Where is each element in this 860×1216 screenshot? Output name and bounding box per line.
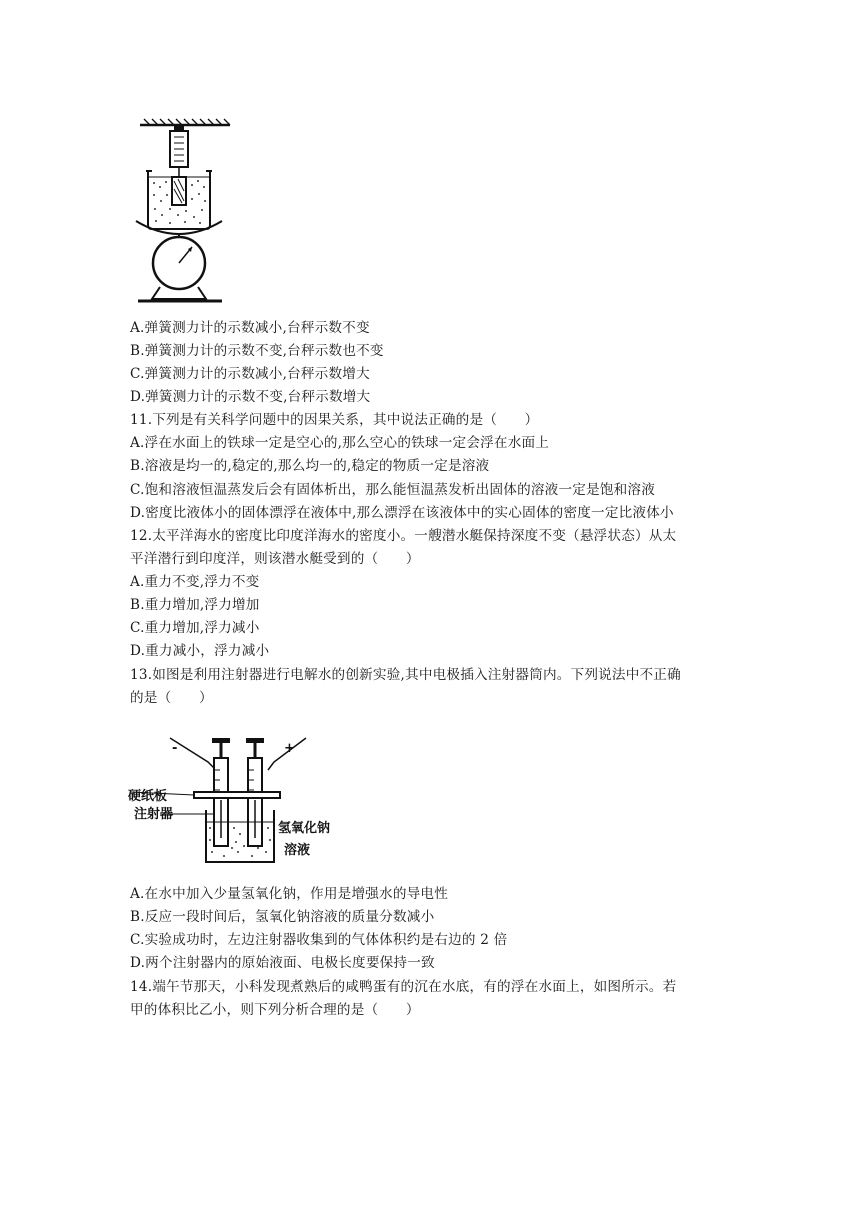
q12-option-a: A.重力不变,浮力不变 xyxy=(130,574,260,590)
electrolysis-figure xyxy=(128,730,348,870)
q11-option-a: A.浮在水面上的铁球一定是空心的,那么空心的铁球一定会浮在水面上 xyxy=(130,435,550,451)
q12-option-c: C.重力增加,浮力减小 xyxy=(130,620,260,636)
q10-option-c: C.弹簧测力计的示数减小,台秤示数增大 xyxy=(130,366,370,382)
naoh-label: 氢氧化钠 xyxy=(278,821,331,836)
minus-label: - xyxy=(172,741,178,756)
q11-option-c: C.饱和溶液恒温蒸发后会有固体析出，那么能恒温蒸发析出固体的溶液一定是饱和溶液 xyxy=(130,482,656,498)
q12-stem-line2: 平洋潜行到印度洋，则该潜水艇受到的（ ） xyxy=(130,551,420,567)
q13-stem-line1: 13.如图是利用注射器进行电解水的创新实验,其中电极插入注射器筒内。下列说法中不正确 xyxy=(130,667,681,683)
q13-option-d: D.两个注射器内的原始液面、电极长度要保持一致 xyxy=(130,955,435,971)
q11-stem: 11.下列是有关科学问题中的因果关系，其中说法正确的是（ ） xyxy=(130,412,539,428)
q10-option-d: D.弹簧测力计的示数不变,台秤示数增大 xyxy=(130,389,371,405)
q13-option-b: B.反应一段时间后，氢氧化钠溶液的质量分数减小 xyxy=(130,909,435,925)
q12-stem-line1: 12.太平洋海水的密度比印度洋海水的密度小。一艘潜水艇保持深度不变（悬浮状态）从太 xyxy=(130,528,677,544)
q13-option-a: A.在水中加入少量氢氧化钠，作用是增强水的导电性 xyxy=(130,886,448,902)
q10-option-b: B.弹簧测力计的示数不变,台秤示数也不变 xyxy=(130,343,384,359)
q10-option-a: A.弹簧测力计的示数减小,台秤示数不变 xyxy=(130,320,370,336)
q13-option-c: C.实验成功时，左边注射器收集到的气体体积约是右边的 2 倍 xyxy=(130,932,508,948)
q14-stem-line1: 14.端午节那天，小科发现煮熟后的咸鸭蛋有的沉在水底，有的浮在水面上，如图所示。若 xyxy=(130,979,677,995)
q11-option-b: B.溶液是均一的,稳定的,那么均一的,稳定的物质一定是溶液 xyxy=(130,458,490,474)
q12-option-b: B.重力增加,浮力增加 xyxy=(130,597,260,613)
cardboard-label: 硬纸板 xyxy=(128,789,168,804)
spring-scale-figure xyxy=(130,115,240,310)
q12-option-d: D.重力减小，浮力减小 xyxy=(130,643,270,659)
q13-stem-line2: 的是（ ） xyxy=(130,690,213,706)
solution-label: 溶液 xyxy=(284,843,311,858)
q11-option-d: D.密度比液体小的固体漂浮在液体中,那么漂浮在该液体中的实心固体的密度一定比液体小 xyxy=(130,505,674,521)
q14-stem-line2: 甲的体积比乙小，则下列分析合理的是（ ） xyxy=(130,1002,420,1018)
plus-label: + xyxy=(284,741,295,756)
syringe-label: 注射器 xyxy=(134,807,174,822)
